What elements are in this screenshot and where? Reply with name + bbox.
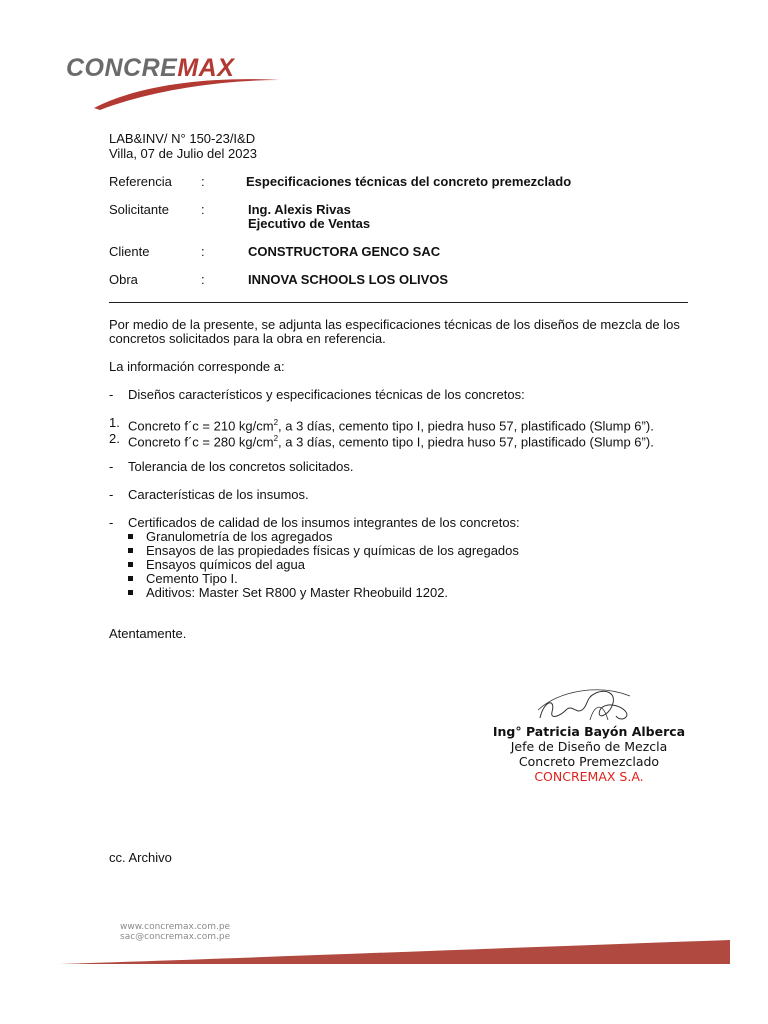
field-sep: :: [201, 202, 205, 217]
list-item-text: Diseños característicos y especificaciones técnicas de los concretos:: [128, 387, 525, 402]
field-sep: :: [201, 174, 205, 189]
dash-marker: -: [109, 387, 114, 402]
square-bullet-icon: [128, 590, 133, 595]
list-item-text: Certificados de calidad de los insumos integrantes de los concretos:: [128, 515, 520, 530]
field-label-cliente: Cliente: [109, 244, 150, 259]
bullet-item: [128, 586, 688, 600]
field-value-obra: INNOVA SCHOOLS LOS OLIVOS: [248, 272, 449, 287]
field-value-referencia: Especificaciones técnicas del concreto premezclado: [246, 174, 572, 189]
field-value-cliente: CONSTRUCTORA GENCO SAC: [248, 244, 441, 259]
company-logo: [66, 50, 286, 112]
closing: Atentamente.: [109, 626, 187, 641]
bullet-item: [128, 530, 688, 544]
list-item-text: Características de los insumos.: [128, 487, 309, 502]
list-item-text: Tolerancia de los concretos solicitados.: [128, 459, 354, 474]
dash-marker: -: [109, 487, 114, 502]
cc-line: cc. Archivo: [109, 850, 172, 865]
bullet-text: Granulometría de los agregados: [146, 529, 333, 544]
info-heading: La información corresponde a:: [109, 359, 285, 374]
intro-line-2: concretos solicitados para la obra en referencia.: [109, 331, 386, 346]
item-text: Concreto f´c = 280 kg/cm: [128, 434, 274, 450]
logo-wordmark: CONCREMAX: [66, 54, 235, 82]
header-divider: [109, 302, 688, 303]
field-label-referencia: Referencia: [109, 174, 172, 189]
square-bullet-icon: [128, 548, 133, 553]
bullet-item: [128, 544, 688, 558]
bullet-text: Cemento Tipo I.: [146, 571, 238, 586]
item-text-rest: , a 3 días, cemento tipo I, piedra huso 57, plastificado (Slump 6”).: [278, 418, 654, 434]
item-text-rest: , a 3 días, cemento tipo I, piedra huso 57, plastificado (Slump 6”).: [278, 434, 654, 450]
logo-swoosh-icon: [66, 50, 286, 112]
footer-email[interactable]: sac@concremax.com.pe: [120, 932, 231, 942]
bullet-item: [128, 558, 688, 572]
field-value-solicitante-title: Ejecutivo de Ventas: [248, 216, 371, 231]
signer-company: CONCREMAX S.A.: [534, 769, 644, 784]
field-sep: :: [201, 272, 205, 287]
item-text: Concreto f´c = 210 kg/cm: [128, 418, 274, 434]
item-number: 1.: [109, 415, 120, 430]
bullet-text: Ensayos químicos del agua: [146, 557, 305, 572]
reference-code: LAB&INV/ N° 150-23/I&D: [109, 131, 256, 146]
field-sep: :: [201, 244, 205, 259]
superscript: 2: [273, 418, 279, 427]
bullet-text: Ensayos de las propiedades físicas y químicas de los agregados: [146, 543, 519, 558]
footer-website[interactable]: www.concremax.com.pe: [120, 922, 231, 932]
field-label-obra: Obra: [109, 272, 138, 287]
superscript: 2: [273, 434, 279, 443]
handwritten-signature: [530, 680, 640, 730]
bullet-item: [128, 572, 688, 586]
item-number: 2.: [109, 431, 120, 446]
field-label-solicitante: Solicitante: [109, 202, 169, 217]
square-bullet-icon: [128, 562, 133, 567]
dash-marker: -: [109, 459, 114, 474]
footer-band: [0, 930, 768, 970]
letter-date: Villa, 07 de Julio del 2023: [109, 146, 257, 161]
intro-line-1: Por medio de la presente, se adjunta las especificaciones técnicas de los diseños de mezcla de los: [109, 317, 680, 332]
signature-block: [460, 724, 718, 784]
field-value-solicitante: Ing. Alexis Rivas: [248, 202, 351, 217]
signer-name: Ing° Patricia Bayón Alberca: [492, 724, 686, 739]
bullet-list: [128, 530, 688, 600]
dash-marker: -: [109, 515, 114, 530]
square-bullet-icon: [128, 534, 133, 539]
square-bullet-icon: [128, 576, 133, 581]
signer-department: Concreto Premezclado: [518, 754, 660, 769]
signer-role: Jefe de Diseño de Mezcla: [510, 739, 668, 754]
bullet-text: Aditivos: Master Set R800 y Master Rheobuild 1202.: [146, 585, 449, 600]
